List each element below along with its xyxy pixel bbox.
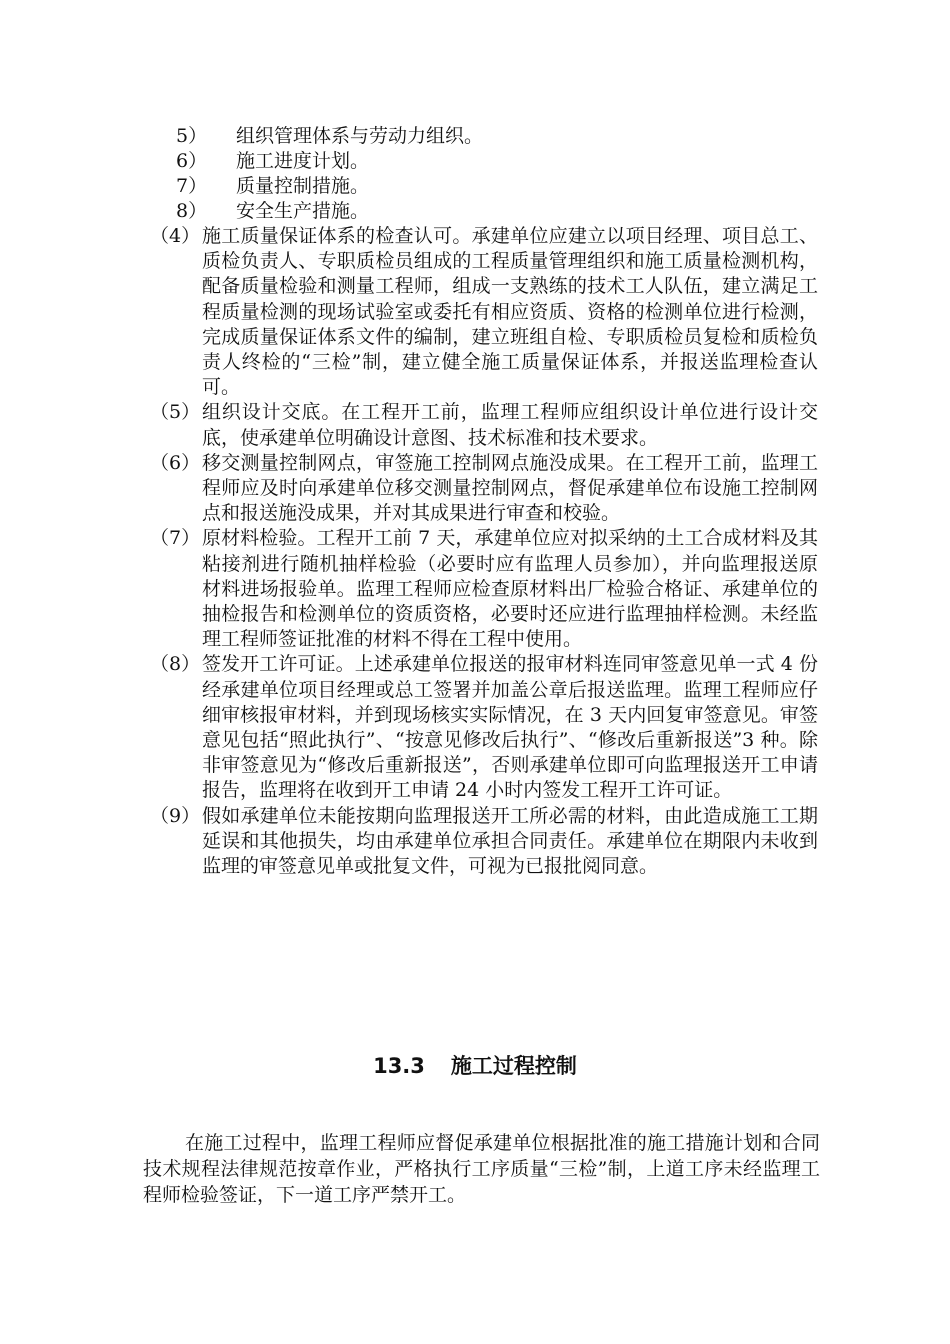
list-item xyxy=(176,149,483,174)
list-item-number: 6） xyxy=(176,150,208,172)
numbered-item xyxy=(150,451,818,527)
list-item-text: 组织管理体系与劳动力组织。 xyxy=(236,125,484,147)
section-heading xyxy=(0,1050,950,1082)
numbered-item xyxy=(150,804,818,880)
list-item xyxy=(176,124,483,149)
section-number: 13.3 xyxy=(373,1054,425,1078)
item-number: （6） xyxy=(150,451,201,474)
item-text: 签发开工许可证。上述承建单位报送的报审材料连同审签意见单一式 4 份经承建单位项目经理或总工签署并加盖公章后报送监理。监理工程师应仔细审核报审材料，并到现场核实实际情况，在 3 天内回复审签意见。审签意见包括“照此执行”、“按意见修改后执行”、“修改后重新报送”3 种。除非审签意见为“修改后重新报送”，否则承建单位即可向监理报送开工申请报告，监理将在收到开工申请 24 小时内签发工程开工许可证。 xyxy=(202,653,818,802)
list-item-text: 安全生产措施。 xyxy=(236,200,370,222)
section-title: 施工过程控制 xyxy=(450,1054,577,1078)
numbered-item xyxy=(150,526,818,652)
list-item-number: 5） xyxy=(176,125,208,147)
item-number: （8） xyxy=(150,653,201,676)
item-text: 假如承建单位未能按期向监理报送开工所必需的材料，由此造成施工工期延误和其他损失，均由承建单位承担合同责任。承建单位在期限内未收到监理的审签意见单或批复文件，可视为已报批阅同意。 xyxy=(202,804,818,878)
numbered-item xyxy=(150,400,818,450)
item-text: 组织设计交底。在工程开工前，监理工程师应组织设计单位进行设计交底，使承建单位明确设计意图、技术标准和技术要求。 xyxy=(202,401,818,449)
numbered-item xyxy=(150,652,818,803)
item-number: （5） xyxy=(150,401,201,424)
list-item-text: 质量控制措施。 xyxy=(236,175,370,197)
list-item-number: 7） xyxy=(176,175,208,197)
item-number: （7） xyxy=(150,527,201,550)
list-item-number: 8） xyxy=(176,200,208,222)
body-paragraph: 在施工过程中，监理工程师应督促承建单位根据批准的施工措施计划和合同技术规程法律规范按章作业，严格执行工序质量“三检”制，上道工序未经监理工程师检验签证，下一道工序严禁开工。 xyxy=(143,1132,820,1206)
list-item-text: 施工进度计划。 xyxy=(236,150,370,172)
item-text: 原材料检验。工程开工前 7 天，承建单位应对拟采纳的土工合成材料及其粘接剂进行随机抽样检验（必要时应有监理人员参加），并向监理报送原材料进场报验单。监理工程师应检查原材料出厂检验合格证、承建单位的抽检报告和检测单位的资质资格，必要时还应进行监理抽样检测。未经监理工程师签证批准的材料不得在工程中使用。 xyxy=(202,527,818,651)
item-text: 施工质量保证体系的检查认可。承建单位应建立以项目经理、项目总工、质检负责人、专职质检员组成的工程质量管理组织和施工质量检测机构，配备质量检验和测量工程师，组成一支熟练的技术工人队伍，建立满足工程质量检测的现场试验室或委托有相应资质、资格的检测单位进行检测，完成质量保证体系文件的编制，建立班组自检、专职质检员复检和质检负责人终检的“三检”制，建立健全施工质量保证体系，并报送监理检查认可。 xyxy=(202,225,818,399)
numbered-item-list xyxy=(150,224,818,879)
sub-item-list xyxy=(176,124,483,224)
item-number: （4） xyxy=(150,225,201,247)
item-number: （9） xyxy=(150,804,201,827)
list-item xyxy=(176,174,483,199)
list-item xyxy=(176,199,483,224)
item-text: 移交测量控制网点，审签施工控制网点施没成果。在工程开工前，监理工程师应及时向承建单位移交测量控制网点，督促承建单位布设施工控制网点和报送施没成果，并对其成果进行审查和校验。 xyxy=(202,451,818,525)
numbered-item xyxy=(150,224,818,400)
